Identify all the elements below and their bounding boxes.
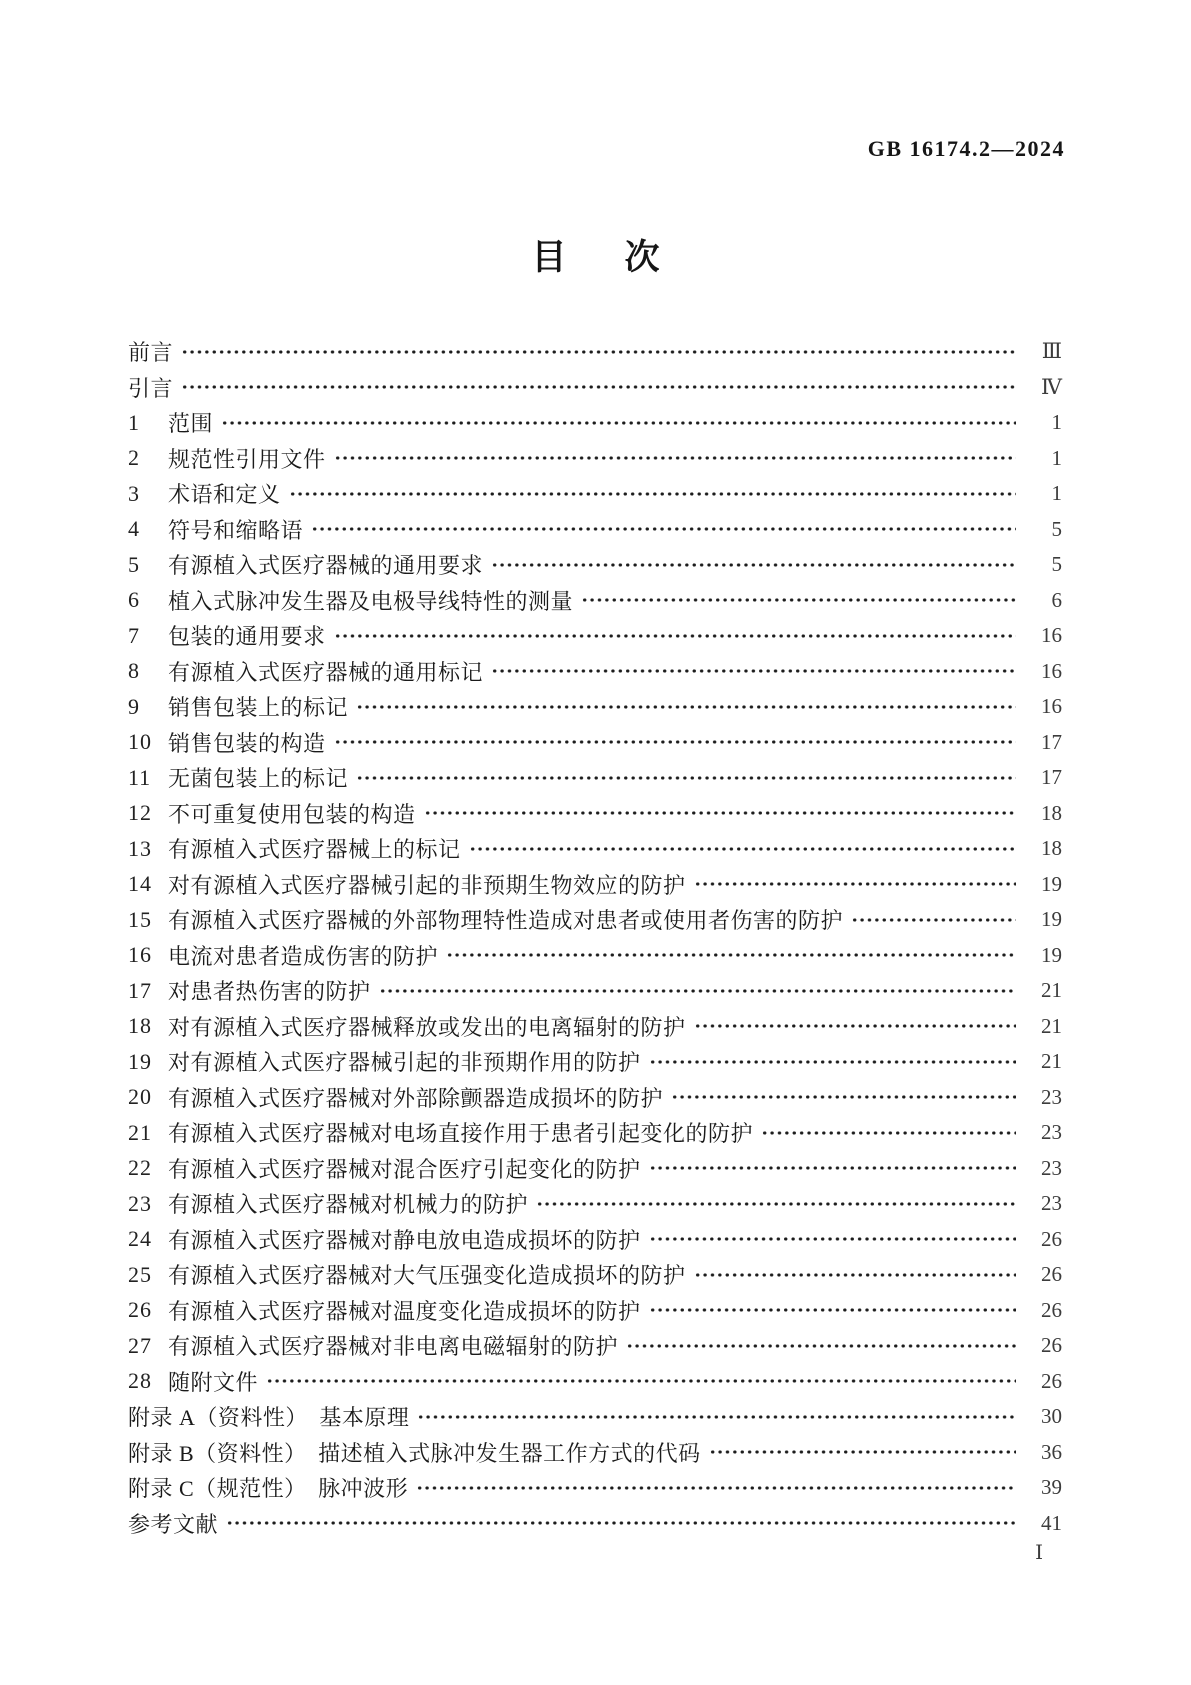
toc-entry-label: 有源植入式医疗器械的通用要求 [168, 553, 484, 579]
toc-entry [128, 547, 1062, 583]
dot-leader-icon [334, 441, 1016, 477]
toc-entry-page: 26 [1041, 1368, 1062, 1393]
toc-entry [128, 973, 1062, 1009]
toc-entry-label: 对有源植入式医疗器械引起的非预期生物效应的防护 [168, 872, 686, 898]
toc-entry-label: 销售包装的构造 [168, 730, 326, 756]
toc-entry-number: 25 [128, 1261, 152, 1287]
toc-entry [128, 867, 1062, 903]
toc-entry [128, 760, 1062, 796]
toc-entry [128, 476, 1062, 512]
dot-leader-icon [311, 512, 1016, 548]
dot-leader-icon [469, 831, 1016, 867]
toc-entry-number: 9 [128, 693, 140, 719]
toc-entry-page: Ⅲ [1041, 339, 1062, 364]
toc-entry-number: 6 [128, 587, 140, 613]
dot-leader-icon [491, 654, 1016, 690]
toc-entry-page: 23 [1041, 1191, 1062, 1216]
dot-leader-icon [851, 902, 1016, 938]
toc-entry [128, 1044, 1062, 1080]
toc-entry-label: 有源植入式医疗器械的通用标记 [168, 659, 484, 685]
toc-entry-number: 17 [128, 977, 152, 1003]
toc-entry [128, 654, 1062, 690]
toc-entry [128, 1506, 1062, 1542]
toc-entry-page: 36 [1041, 1439, 1062, 1464]
toc-entry-label: 有源植入式医疗器械对大气压强变化造成损坏的防护 [168, 1263, 686, 1289]
page-title-char-right: 次 [624, 238, 660, 278]
toc-entry [128, 405, 1062, 441]
toc-entry [128, 1364, 1062, 1400]
toc-entry-page: 1 [1051, 445, 1062, 470]
toc-entry [128, 1186, 1062, 1222]
toc-entry [128, 1399, 1062, 1435]
toc-entry-number: 21 [128, 1119, 152, 1145]
dot-leader-icon [694, 867, 1016, 903]
dot-leader-icon [356, 760, 1016, 796]
dot-leader-icon [649, 1044, 1016, 1080]
toc-entry [128, 618, 1062, 654]
toc-entry-label: 前言 [128, 340, 174, 366]
toc-entry-number: 22 [128, 1155, 152, 1181]
toc-entry-page: 19 [1041, 871, 1062, 896]
toc-entry-label: 附录 B（资料性） 描述植入式脉冲发生器工作方式的代码 [128, 1440, 701, 1466]
toc-entry-page: 17 [1041, 729, 1062, 754]
toc-entry-label: 有源植入式医疗器械上的标记 [168, 837, 461, 863]
toc-entry [128, 1435, 1062, 1471]
dot-leader-icon [424, 796, 1016, 832]
toc-entry-page: 18 [1041, 800, 1062, 825]
toc-entry [128, 1257, 1062, 1293]
dot-leader-icon [581, 583, 1016, 619]
dot-leader-icon [649, 1151, 1016, 1187]
page-title-char-left: 目 [531, 238, 567, 278]
toc-entry [128, 1080, 1062, 1116]
toc-entry-label: 规范性引用文件 [168, 446, 326, 472]
dot-leader-icon [649, 1293, 1016, 1329]
dot-leader-icon [266, 1364, 1016, 1400]
toc-entry-number: 7 [128, 622, 140, 648]
dot-leader-icon [626, 1328, 1016, 1364]
toc-entry-label: 有源植入式医疗器械对机械力的防护 [168, 1192, 529, 1218]
toc-entry-label: 包装的通用要求 [168, 624, 326, 650]
dot-leader-icon [334, 618, 1016, 654]
toc-entry-number: 5 [128, 551, 140, 577]
toc-entry-label: 销售包装上的标记 [168, 695, 349, 721]
toc-entry-page: 16 [1041, 623, 1062, 648]
toc-entry-page: 19 [1041, 942, 1062, 967]
toc-entry-label: 符号和缩略语 [168, 517, 304, 543]
toc-entry [128, 689, 1062, 725]
toc-entry-label: 引言 [128, 375, 174, 401]
toc-entry-page: 21 [1041, 978, 1062, 1003]
toc-entry-page: 30 [1041, 1404, 1062, 1429]
toc-entry-page: 16 [1041, 694, 1062, 719]
toc-entry-page: 39 [1041, 1475, 1062, 1500]
toc-entry [128, 1328, 1062, 1364]
dot-leader-icon [709, 1435, 1016, 1471]
toc-entry-page: 16 [1041, 658, 1062, 683]
toc-entry-number: 26 [128, 1297, 152, 1323]
toc-entry-page: 23 [1041, 1084, 1062, 1109]
toc-entry-number: 27 [128, 1332, 152, 1358]
toc-entry-label: 无菌包装上的标记 [168, 766, 349, 792]
toc-entry-page: Ⅳ [1041, 374, 1062, 399]
toc-entry [128, 370, 1062, 406]
toc-entry-number: 28 [128, 1368, 152, 1394]
dot-leader-icon [181, 370, 1016, 406]
dot-leader-icon [536, 1186, 1016, 1222]
toc-entry [128, 1293, 1062, 1329]
toc-entry-number: 24 [128, 1226, 152, 1252]
toc-entry-label: 有源植入式医疗器械对混合医疗引起变化的防护 [168, 1156, 641, 1182]
toc-entry-label: 对有源植入式医疗器械引起的非预期作用的防护 [168, 1050, 641, 1076]
toc-entry-number: 23 [128, 1190, 152, 1216]
toc-entry-page: 5 [1051, 552, 1062, 577]
toc-entry-number: 2 [128, 445, 140, 471]
footer-page-number: Ⅰ [1035, 1542, 1043, 1564]
toc-entry-label: 术语和定义 [168, 482, 281, 508]
dot-leader-icon [694, 1257, 1016, 1293]
dot-leader-icon [649, 1222, 1016, 1258]
toc-entry-label: 有源植入式医疗器械对静电放电造成损坏的防护 [168, 1227, 641, 1253]
dot-leader-icon [761, 1115, 1016, 1151]
toc-entry [128, 334, 1062, 370]
toc-entry-page: 26 [1041, 1333, 1062, 1358]
dot-leader-icon [226, 1506, 1016, 1542]
dot-leader-icon [671, 1080, 1016, 1116]
toc-entry-page: 19 [1041, 907, 1062, 932]
toc-entry [128, 831, 1062, 867]
toc-entry-page: 26 [1041, 1297, 1062, 1322]
toc-entry-number: 11 [128, 764, 152, 790]
dot-leader-icon [289, 476, 1016, 512]
toc-entry-number: 15 [128, 906, 152, 932]
toc-entry [128, 1151, 1062, 1187]
toc-entry-number: 20 [128, 1084, 152, 1110]
toc-entry-number: 10 [128, 729, 152, 755]
dot-leader-icon [356, 689, 1016, 725]
toc-entry-number: 1 [128, 409, 140, 435]
toc-entry-number: 19 [128, 1048, 152, 1074]
toc-entry-label: 电流对患者造成伤害的防护 [168, 943, 439, 969]
toc-entry-number: 13 [128, 835, 152, 861]
dot-leader-icon [417, 1399, 1016, 1435]
toc-entry-page: 1 [1051, 481, 1062, 506]
toc-entry-page: 1 [1051, 410, 1062, 435]
dot-leader-icon [181, 334, 1016, 370]
toc-entry-number: 8 [128, 658, 140, 684]
toc-entry-number: 3 [128, 480, 140, 506]
toc-entry-label: 有源植入式医疗器械对外部除颤器造成损坏的防护 [168, 1085, 664, 1111]
dot-leader-icon [221, 405, 1016, 441]
toc-entry [128, 583, 1062, 619]
toc-entry-label: 附录 C（规范性） 脉冲波形 [128, 1476, 409, 1502]
toc-entry-page: 21 [1041, 1013, 1062, 1038]
toc-entry [128, 725, 1062, 761]
toc-entry-page: 26 [1041, 1226, 1062, 1251]
standard-number: GB 16174.2—2024 [867, 136, 1065, 161]
toc-entry-page: 26 [1041, 1262, 1062, 1287]
toc-entry-page: 23 [1041, 1155, 1062, 1180]
toc-entry [128, 1009, 1062, 1045]
dot-leader-icon [379, 973, 1016, 1009]
toc-entry-page: 21 [1041, 1049, 1062, 1074]
toc-entry-number: 12 [128, 800, 152, 826]
dot-leader-icon [491, 547, 1016, 583]
toc-entry-number: 14 [128, 871, 152, 897]
dot-leader-icon [416, 1470, 1016, 1506]
toc-entry-number: 4 [128, 516, 140, 542]
toc-entry-page: 41 [1041, 1510, 1062, 1535]
toc-entry [128, 1222, 1062, 1258]
toc-entry-label: 有源植入式医疗器械对非电离电磁辐射的防护 [168, 1334, 619, 1360]
dot-leader-icon [446, 938, 1016, 974]
dot-leader-icon [694, 1009, 1016, 1045]
toc-entry [128, 938, 1062, 974]
page-title [0, 230, 1191, 280]
dot-leader-icon [334, 725, 1016, 761]
toc-entry-label: 参考文献 [128, 1511, 219, 1537]
toc-entry [128, 512, 1062, 548]
toc-entry [128, 796, 1062, 832]
toc-entry-label: 随附文件 [168, 1369, 259, 1395]
toc-entry-label: 有源植入式医疗器械的外部物理特性造成对患者或使用者伤害的防护 [168, 908, 844, 934]
toc-entry-label: 对患者热伤害的防护 [168, 979, 371, 1005]
toc-entry-page: 23 [1041, 1120, 1062, 1145]
toc-entry-number: 16 [128, 942, 152, 968]
toc-entry-label: 范围 [168, 411, 214, 437]
table-of-contents [128, 334, 1062, 1541]
toc-entry [128, 441, 1062, 477]
toc-entry-label: 有源植入式医疗器械对电场直接作用于患者引起变化的防护 [168, 1121, 754, 1147]
toc-entry-label: 对有源植入式医疗器械释放或发出的电离辐射的防护 [168, 1014, 686, 1040]
toc-entry [128, 1470, 1062, 1506]
toc-entry-label: 植入式脉冲发生器及电极导线特性的测量 [168, 588, 574, 614]
toc-entry-page: 6 [1051, 587, 1062, 612]
toc-entry [128, 1115, 1062, 1151]
toc-entry-label: 附录 A（资料性） 基本原理 [128, 1405, 410, 1431]
toc-entry-page: 17 [1041, 765, 1062, 790]
toc-entry-label: 不可重复使用包装的构造 [168, 801, 416, 827]
toc-entry [128, 902, 1062, 938]
toc-entry-number: 18 [128, 1013, 152, 1039]
toc-entry-page: 18 [1041, 836, 1062, 861]
toc-entry-page: 5 [1051, 516, 1062, 541]
toc-entry-label: 有源植入式医疗器械对温度变化造成损坏的防护 [168, 1298, 641, 1324]
